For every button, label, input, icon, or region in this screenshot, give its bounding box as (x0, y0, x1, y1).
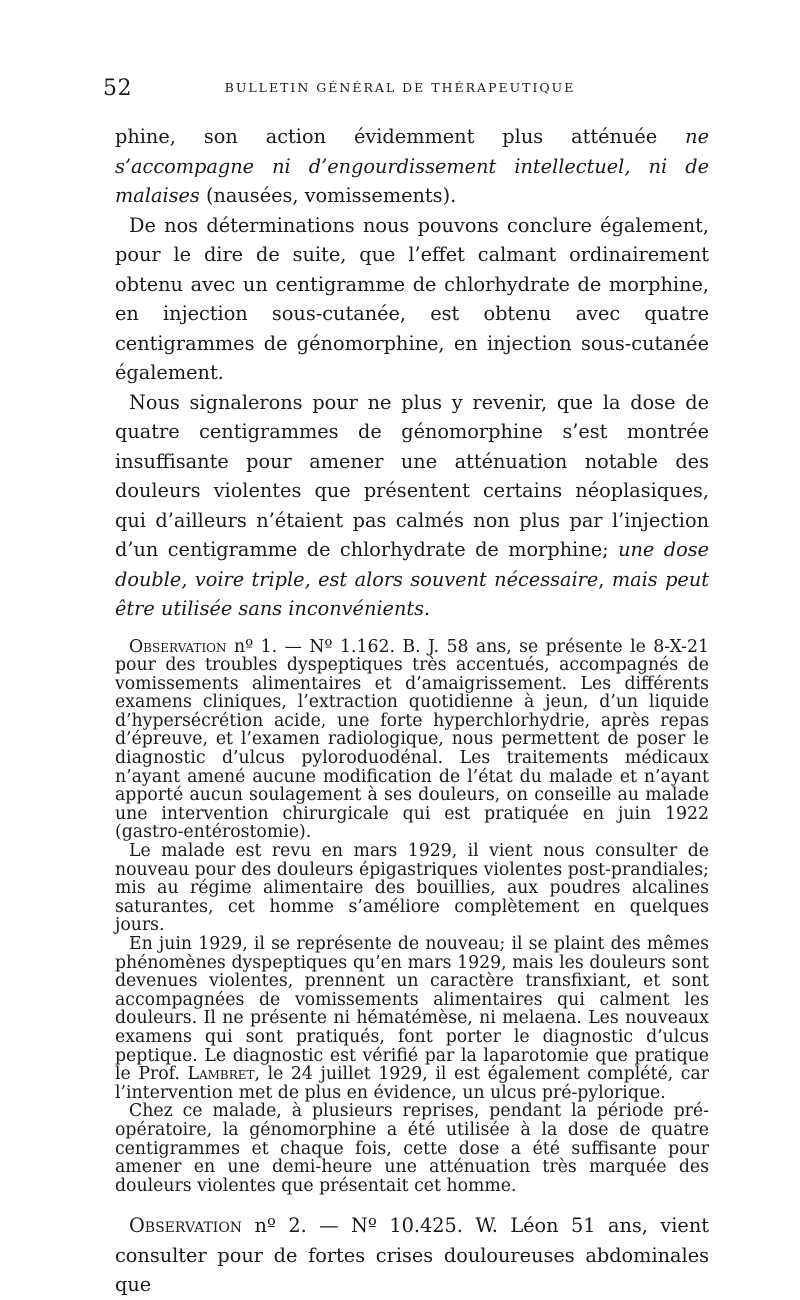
paragraph-3-text-c: , (598, 567, 612, 591)
paragraph-3-italic-1: une dose double, voire triple, est alors souvent nécessaire (115, 538, 709, 591)
paragraph-1-text-a: phine, son action évidemment plus atténuée (115, 125, 686, 148)
paragraph-1-italic: ne s’accompagne ni d’engourdissement intellectuel, ni de malaises (115, 125, 709, 207)
observation-1 (115, 638, 709, 843)
paragraph-3-text-a: Nous signalerons pour ne plus y revenir, que la dose de quatre centigrammes de génomorphine s’est montrée insuffisante pour amener une atténuation notable des douleurs violentes que présentent certains néoplasiques, qui d’ailleurs n’étaient pas calmés non plus par l’injection d’un centigramme de chlorhydrate de morphine; (115, 390, 709, 561)
paragraph-1 (115, 122, 709, 211)
observation-2-text: nº 2. — Nº 10.425. W. Léon 51 ans, vient consulter pour de fortes crises douloureuses abdominales que (115, 1214, 709, 1297)
paragraph-6-text-b: , le 24 juillet 1929, il est également complété, car l’intervention met de plus en évidence, un ulcus pré-pylorique. (115, 1064, 709, 1103)
observation-1-label: Observation (129, 636, 227, 657)
observation-2 (115, 1211, 709, 1300)
running-head: BULLETIN GÉNÉRAL DE THÉRAPEUTIQUE (224, 80, 576, 95)
paragraph-5: Le malade est revu en mars 1929, il vient nous consulter de nouveau pour des douleurs épigastriques violentes post-prandiales; mis au régime alimentaire des bouillies, aux poudres alcalines saturantes, cet homme s’améliore complètement en quelques jours. (115, 841, 709, 936)
paragraph-1-text-c: (nausées, vomissements). (199, 184, 457, 207)
page-number: 52 (103, 76, 132, 101)
paragraph-6-text-a: En juin 1929, il se représente de nouveau; il se plaint des mêmes phénomènes dyspeptiques qu’en mars 1929, mais les douleurs sont devenues violentes, prennent un caractère transfixiant, et sont accompagnées de vomissements alimentaires qui calment les douleurs. Il ne présente ni hématémèse, ni melaena. Les nouveaux examens qui sont pratiqués, font porter le diagnostic d’ulcus peptique. Le diagnostic est vérifié par la laparotomie que pratique le Prof. (115, 934, 709, 1085)
paragraph-3-italic-2: mais peut être utilisée sans inconvénients. (115, 567, 709, 620)
observation-1-text: nº 1. — Nº 1.162. B. J. 58 ans, se présente le 8-X-21 pour des troubles dyspeptiques très accentués, accompagnés de vomissements alimentaires et d’amaigrissement. Les différents examens cliniques, l’extraction quotidienne à jeun, d’un liquide d’hypersécrétion acide, une forte hyperchlorhydrie, après repas d’épreuve, et l’examen radiologique, nous permettent de poser le diagnostic d’ulcus pyloroduodénal. Les traitements médicaux n’ayant amené aucune modification de l’état du malade et n’ayant apporté aucun soulagement à ses douleurs, on conseille au malade une intervention chirurgicale qui est pratiquée en juin 1922 (gastro-entérostomie). (115, 636, 709, 843)
paragraph-6 (115, 935, 709, 1102)
paragraph-3 (115, 388, 709, 624)
observation-2-label: Observation (129, 1214, 243, 1238)
page-body (115, 122, 709, 1300)
paragraph-6-name: Lambret (187, 1064, 255, 1085)
paragraph-7: Chez ce malade, à plusieurs reprises, pendant la période pré-opératoire, la génomorphine a été utilisée à la dose de quatre centigrammes et chaque fois, cette dose a été suffisante pour amener en une demi-heure une atténuation très marquée des douleurs violentes que présentait cet homme. (115, 1101, 709, 1196)
paragraph-2: De nos déterminations nous pouvons conclure également, pour le dire de suite, que l’effet calmant ordinairement obtenu avec un centigramme de chlorhydrate de morphine, en injection sous-cutanée, est obtenu avec quatre centigrammes de génomorphine, en injection sous-cutanée également. (115, 213, 709, 384)
